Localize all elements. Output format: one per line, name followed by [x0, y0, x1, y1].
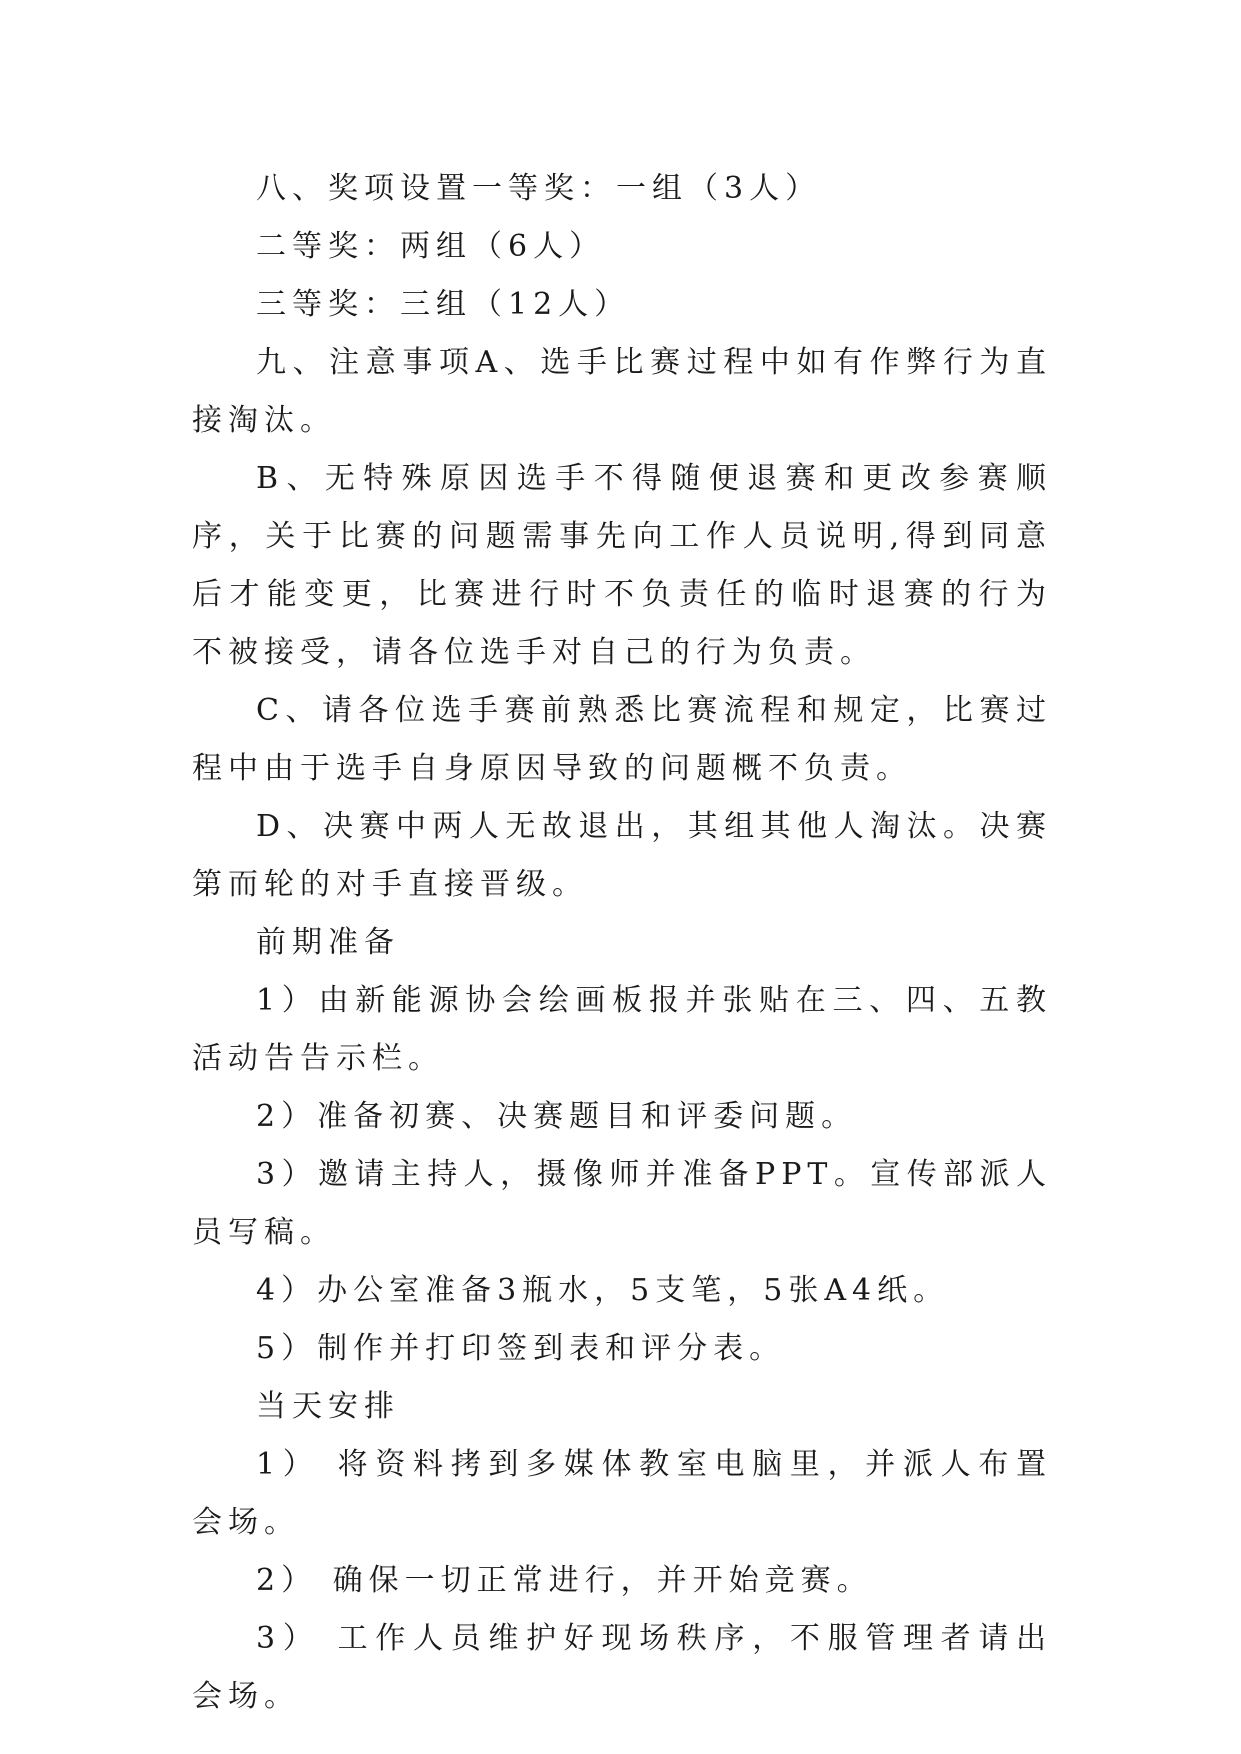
heading-day-schedule: 当天安排	[256, 1389, 400, 1424]
paragraph-awards-third: 三等奖：三组（12人）	[256, 287, 631, 322]
paragraph-prep-3: 3）邀请主持人，摄像师并准备PPT。宣传部派人员写稿。	[192, 1157, 1052, 1250]
heading-preparation: 前期准备	[256, 925, 400, 960]
paragraph-notice-a: 九、注意事项A、选手比赛过程中如有作弊行为直接淘汰。	[192, 345, 1052, 438]
paragraph-notice-c: C、请各位选手赛前熟悉比赛流程和规定，比赛过程中由于选手自身原因导致的问题概不负责。	[192, 693, 1052, 786]
paragraph-notice-d: D、决赛中两人无故退出，其组其他人淘汰。决赛第而轮的对手直接晋级。	[192, 809, 1052, 902]
paragraph-awards-first: 八、奖项设置一等奖：一组（3人）	[256, 171, 822, 206]
paragraph-day-1: 1） 将资料拷到多媒体教室电脑里，并派人布置会场。	[192, 1447, 1052, 1540]
paragraph-prep-5: 5）制作并打印签到表和评分表。	[256, 1331, 786, 1366]
paragraph-day-3: 3） 工作人员维护好现场秩序，不服管理者请出会场。	[192, 1621, 1052, 1714]
document-body	[192, 160, 1052, 1726]
paragraph-day-2: 2） 确保一切正常进行，并开始竞赛。	[256, 1563, 873, 1598]
paragraph-prep-2: 2）准备初赛、决赛题目和评委问题。	[256, 1099, 858, 1134]
paragraph-prep-1: 1）由新能源协会绘画板报并张贴在三、四、五教活动告告示栏。	[192, 983, 1052, 1076]
paragraph-prep-4: 4）办公室准备3瓶水，5支笔，5张A4纸。	[256, 1273, 950, 1308]
paragraph-notice-b: B、无特殊原因选手不得随便退赛和更改参赛顺序，关于比赛的问题需事先向工作人员说明,得到同意后才能变更，比赛进行时不负责任的临时退赛的行为不被接受，请各位选手对自己的行为负责。	[192, 461, 1052, 670]
paragraph-awards-second: 二等奖：两组（6人）	[256, 229, 606, 264]
